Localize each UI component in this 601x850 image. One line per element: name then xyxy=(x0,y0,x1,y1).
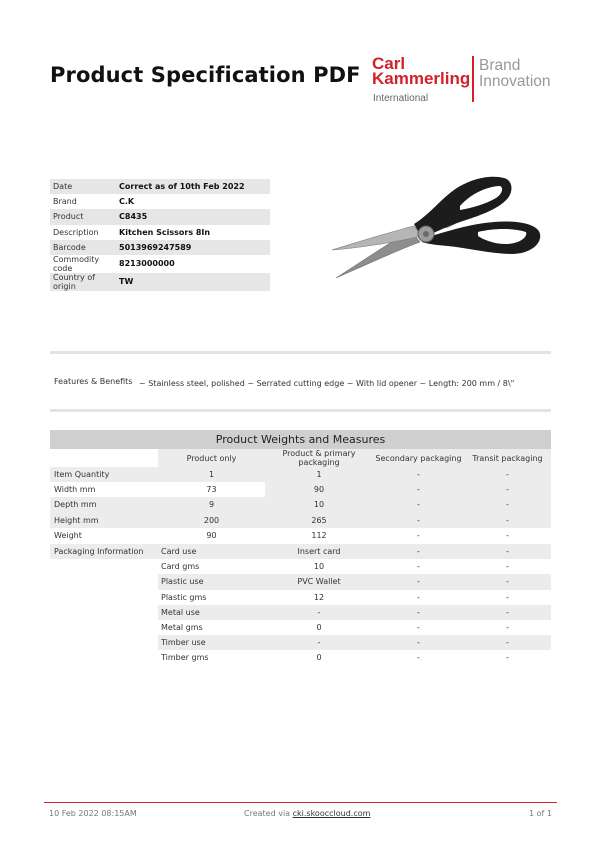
table-row: Width mm 73 90 - - xyxy=(50,482,551,497)
footer-divider xyxy=(44,802,557,803)
footer-page-number: 1 of 1 xyxy=(529,809,552,818)
logo-wordmark: Carl Kammerling xyxy=(372,54,471,88)
table-row: Depth mm 9 10 - - xyxy=(50,497,551,512)
table-row: Height mm 200 265 - - xyxy=(50,513,551,528)
logo-international: International xyxy=(373,93,429,104)
info-row-brand: Brand C.K xyxy=(53,197,135,207)
table-row: Card gms 10 - - xyxy=(50,559,551,574)
features-text: ~ Stainless steel, polished ~ Serrated cutting edge ~ With lid opener ~ Length: 200 mm / 8\" xyxy=(139,379,515,388)
table-row: Weight 90 112 - - xyxy=(54,530,509,540)
info-row-country: Country of origin TW xyxy=(50,273,270,291)
divider-bottom xyxy=(50,409,551,412)
features-label: Features & Benefits xyxy=(54,377,133,386)
weights-table-title: Product Weights and Measures xyxy=(50,430,551,449)
table-row: Packaging Information Card use Insert card - - xyxy=(50,544,551,559)
footer-link[interactable]: cki.skooccloud.com xyxy=(292,809,371,818)
company-logo xyxy=(372,56,557,106)
table-row: Item Quantity 1 1 - - xyxy=(50,467,551,482)
logo-brand-innovation: Brand Innovation xyxy=(479,57,551,90)
table-row: Plastic gms 12 - - xyxy=(50,590,551,605)
table-row: Metal use - - - xyxy=(50,605,551,620)
packaging-table xyxy=(50,544,551,666)
packaging-info-label: Packaging Information xyxy=(50,544,158,559)
column-header: Transit packaging xyxy=(464,449,551,467)
info-row-date: Date Correct as of 10th Feb 2022 xyxy=(50,179,270,194)
product-image-scissors xyxy=(328,124,551,346)
footer-created-via: Created via cki.skooccloud.com xyxy=(244,809,371,818)
weights-table xyxy=(50,449,551,543)
page-title: Product Specification PDF xyxy=(50,63,361,87)
divider-top xyxy=(50,351,551,354)
column-header: Product & primary packaging xyxy=(265,449,373,467)
info-row-product: Product C8435 xyxy=(50,209,270,224)
column-header: Secondary packaging xyxy=(373,449,464,467)
table-row: Metal gms 0 - - xyxy=(50,620,551,635)
table-row: Timber gms 0 - - xyxy=(50,650,551,665)
product-info-table xyxy=(50,179,270,291)
footer-datetime: 10 Feb 2022 08:15AM xyxy=(49,809,137,818)
info-row-description: Description Kitchen Scissors 8In xyxy=(53,227,211,237)
info-row-commodity-code: Commodity code 8213000000 xyxy=(53,254,175,273)
table-row: Timber use - - - xyxy=(50,635,551,650)
info-row-barcode: Barcode 5013969247589 xyxy=(50,240,270,255)
table-row: Plastic use PVC Wallet - - xyxy=(50,574,551,589)
logo-divider xyxy=(472,56,474,102)
weights-header-row xyxy=(50,449,551,467)
column-header: Product only xyxy=(158,449,265,467)
